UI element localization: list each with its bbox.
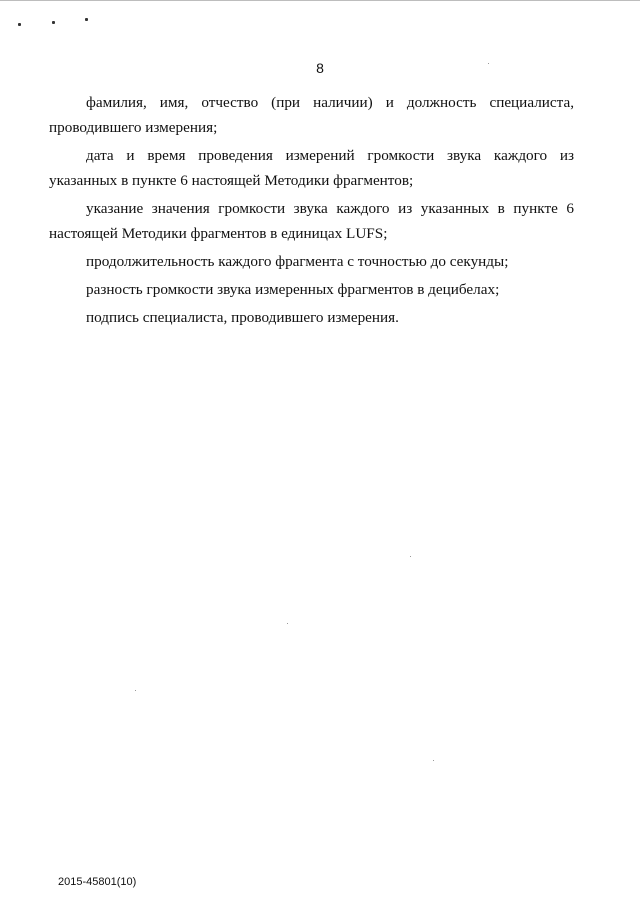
scan-mark [18,23,21,26]
list-item-loudness-value: указание значения громкости звука каждого из указанных в пункте 6 настоящей Методики фрагментов в единицах LUFS; [49,200,574,242]
list-item-measurement-datetime: дата и время проведения измерений громкости звука каждого из указанных в пункте 6 настоящей Методики фрагментов; [49,147,574,189]
scan-speck [410,556,411,557]
scan-speck [287,623,288,624]
document-code: 2015-45801(10) [58,876,137,888]
document-body [49,90,574,333]
list-item-fragment-duration: продолжительность каждого фрагмента с точностью до секунды; [86,253,509,270]
scan-speck [433,760,434,761]
scan-mark [85,18,88,21]
scan-speck [135,690,136,691]
scan-mark [52,21,55,24]
list-item-specialist-name: фамилия, имя, отчество (при наличии) и должность специалиста, проводившего измерения; [49,94,574,136]
list-item-loudness-difference: разность громкости звука измеренных фрагментов в децибелах; [86,281,500,298]
scan-top-edge [0,0,640,1]
list-item-specialist-signature: подпись специалиста, проводившего измерения. [86,309,399,326]
page-number: 8 [316,60,324,76]
